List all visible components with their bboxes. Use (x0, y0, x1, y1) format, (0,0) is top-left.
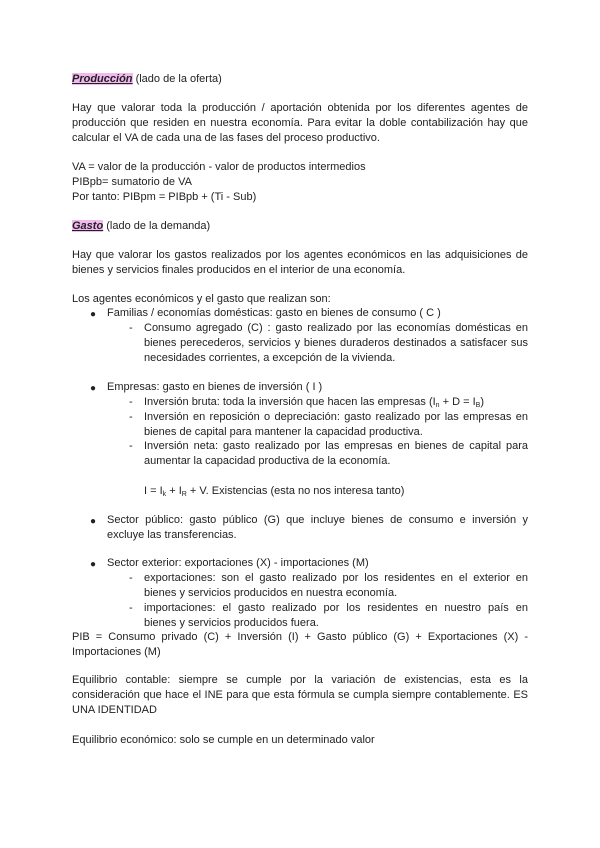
consumo-text (144, 321, 528, 366)
text-line: bienes y servicios producidos en nuestra economía. (144, 587, 398, 599)
paragraph-line: bienes y servicios finales producidos en el interior de una economía. (72, 264, 406, 276)
produccion-subheading: (lado de la oferta) (132, 73, 222, 85)
bruta-mid: + D = I (439, 396, 476, 408)
gasto-paragraph (72, 248, 528, 278)
gasto-heading-line (72, 219, 528, 234)
text-line: Sector público: gasto público (G) que incluye bienes de consumo e inversión y (107, 514, 528, 526)
text-line: Equilibrio contable: siempre se cumple por la variación de existencias, esta es la (72, 674, 528, 686)
formula-part: + I (166, 485, 182, 497)
text-line: Importaciones (M) (72, 646, 161, 658)
formula-line: VA = valor de la producción - valor de productos intermedios (72, 161, 366, 173)
subscript: B (475, 402, 481, 409)
produccion-formulas (72, 160, 528, 205)
gasto-subheading: (lado de la demanda) (103, 220, 211, 232)
text-line: Inversión en reposición o depreciación: gasto realizado por las empresas en (144, 411, 528, 423)
paragraph-line: Hay que valorar toda la producción / aportación obtenida por los diferentes agentes de (72, 102, 528, 114)
text-line: importaciones: el gasto realizado por los residentes en nuestro país en (144, 602, 528, 614)
text-line: consideración que hace el INE para que esta fórmula se cumpla siempre contablemente. ES (72, 689, 528, 701)
subscript: k (162, 491, 167, 498)
produccion-heading: Producción (72, 73, 133, 85)
text-line: bienes y servicios producidos fuera. (144, 617, 319, 629)
exterior-label: Sector exterior: exportaciones (X) - importaciones (M) (107, 557, 369, 569)
formula-part: + V. Existencias (esta no nos interesa tanto) (186, 485, 405, 497)
text-line: bienes perecederos, servicios y bienes duraderos destinados a satisfacer sus (144, 337, 528, 349)
inversion-formula (144, 484, 528, 499)
text-line: bienes de capital para mantener la capacidad productiva. (144, 426, 423, 438)
text-line: aumentar la capacidad productiva de la economía. (144, 455, 391, 467)
dash-icon: - (129, 396, 133, 408)
dash-icon: - (129, 440, 133, 452)
familias-label: Familias / economías domésticas: gasto en bienes de consumo ( C ) (107, 307, 441, 319)
text-line: Consumo agregado (C) : gasto realizado por las economías domésticas en (144, 322, 528, 334)
bullet-icon: ● (90, 383, 97, 394)
bruta-end: ) (480, 396, 484, 408)
paragraph-line: calcular el VA de cada una de las fases del proceso productivo. (72, 132, 380, 144)
paragraph-line: Hay que valorar los gastos realizados por los agentes económicos en las adquisiciones de (72, 249, 528, 261)
dash-icon: - (129, 572, 133, 584)
subscript: n (435, 402, 440, 409)
agents-intro: Los agentes económicos y el gasto que realizan son: (72, 293, 331, 305)
dash-icon: - (129, 602, 133, 614)
equilibrio-contable (72, 673, 528, 718)
inversion-neta (144, 439, 528, 469)
formula-line: PIBpb= sumatorio de VA (72, 176, 192, 188)
exportaciones-text (144, 571, 528, 601)
empresas-label: Empresas: gasto en bienes de inversión ( I ) (107, 381, 323, 393)
text-line: Inversión neta: gasto realizado por las empresas en bienes de capital para (144, 440, 528, 452)
text-line: necesidades corrientes, a excepción de la vivienda. (144, 352, 396, 364)
importaciones-text (144, 601, 528, 631)
paragraph-line: producción que residen en nuestra economía. Para evitar la doble contabilización hay que (72, 117, 528, 129)
text-line: PIB = Consumo privado (C) + Inversión (I) + Gasto público (G) + Exportaciones (X) - (72, 631, 528, 643)
dash-icon: - (129, 322, 133, 334)
produccion-heading-line (72, 72, 528, 87)
formula-part: I = I (144, 485, 163, 497)
bullet-icon: ● (90, 516, 97, 527)
text-line: excluye las transferencias. (107, 529, 237, 541)
text-line: UNA IDENTIDAD (72, 704, 157, 716)
sector-publico (107, 513, 528, 543)
dash-icon: - (129, 411, 133, 423)
subscript: R (181, 491, 187, 498)
pib-formula (72, 630, 528, 660)
formula-line: Por tanto: PIBpm = PIBpb + (Ti - Sub) (72, 191, 257, 203)
inversion-bruta (144, 395, 528, 410)
equilibrio-economico: Equilibrio económico: solo se cumple en un determinado valor (72, 734, 375, 746)
inversion-reposicion (144, 410, 528, 440)
gasto-heading: Gasto (72, 220, 104, 232)
bullet-icon: ● (90, 559, 97, 570)
bullet-icon: ● (90, 309, 97, 320)
produccion-paragraph (72, 101, 528, 146)
text-line: exportaciones: son el gasto realizado por los residentes en el exterior en (144, 572, 528, 584)
bruta-text: Inversión bruta: toda la inversión que hacen las empresas (I (144, 396, 436, 408)
